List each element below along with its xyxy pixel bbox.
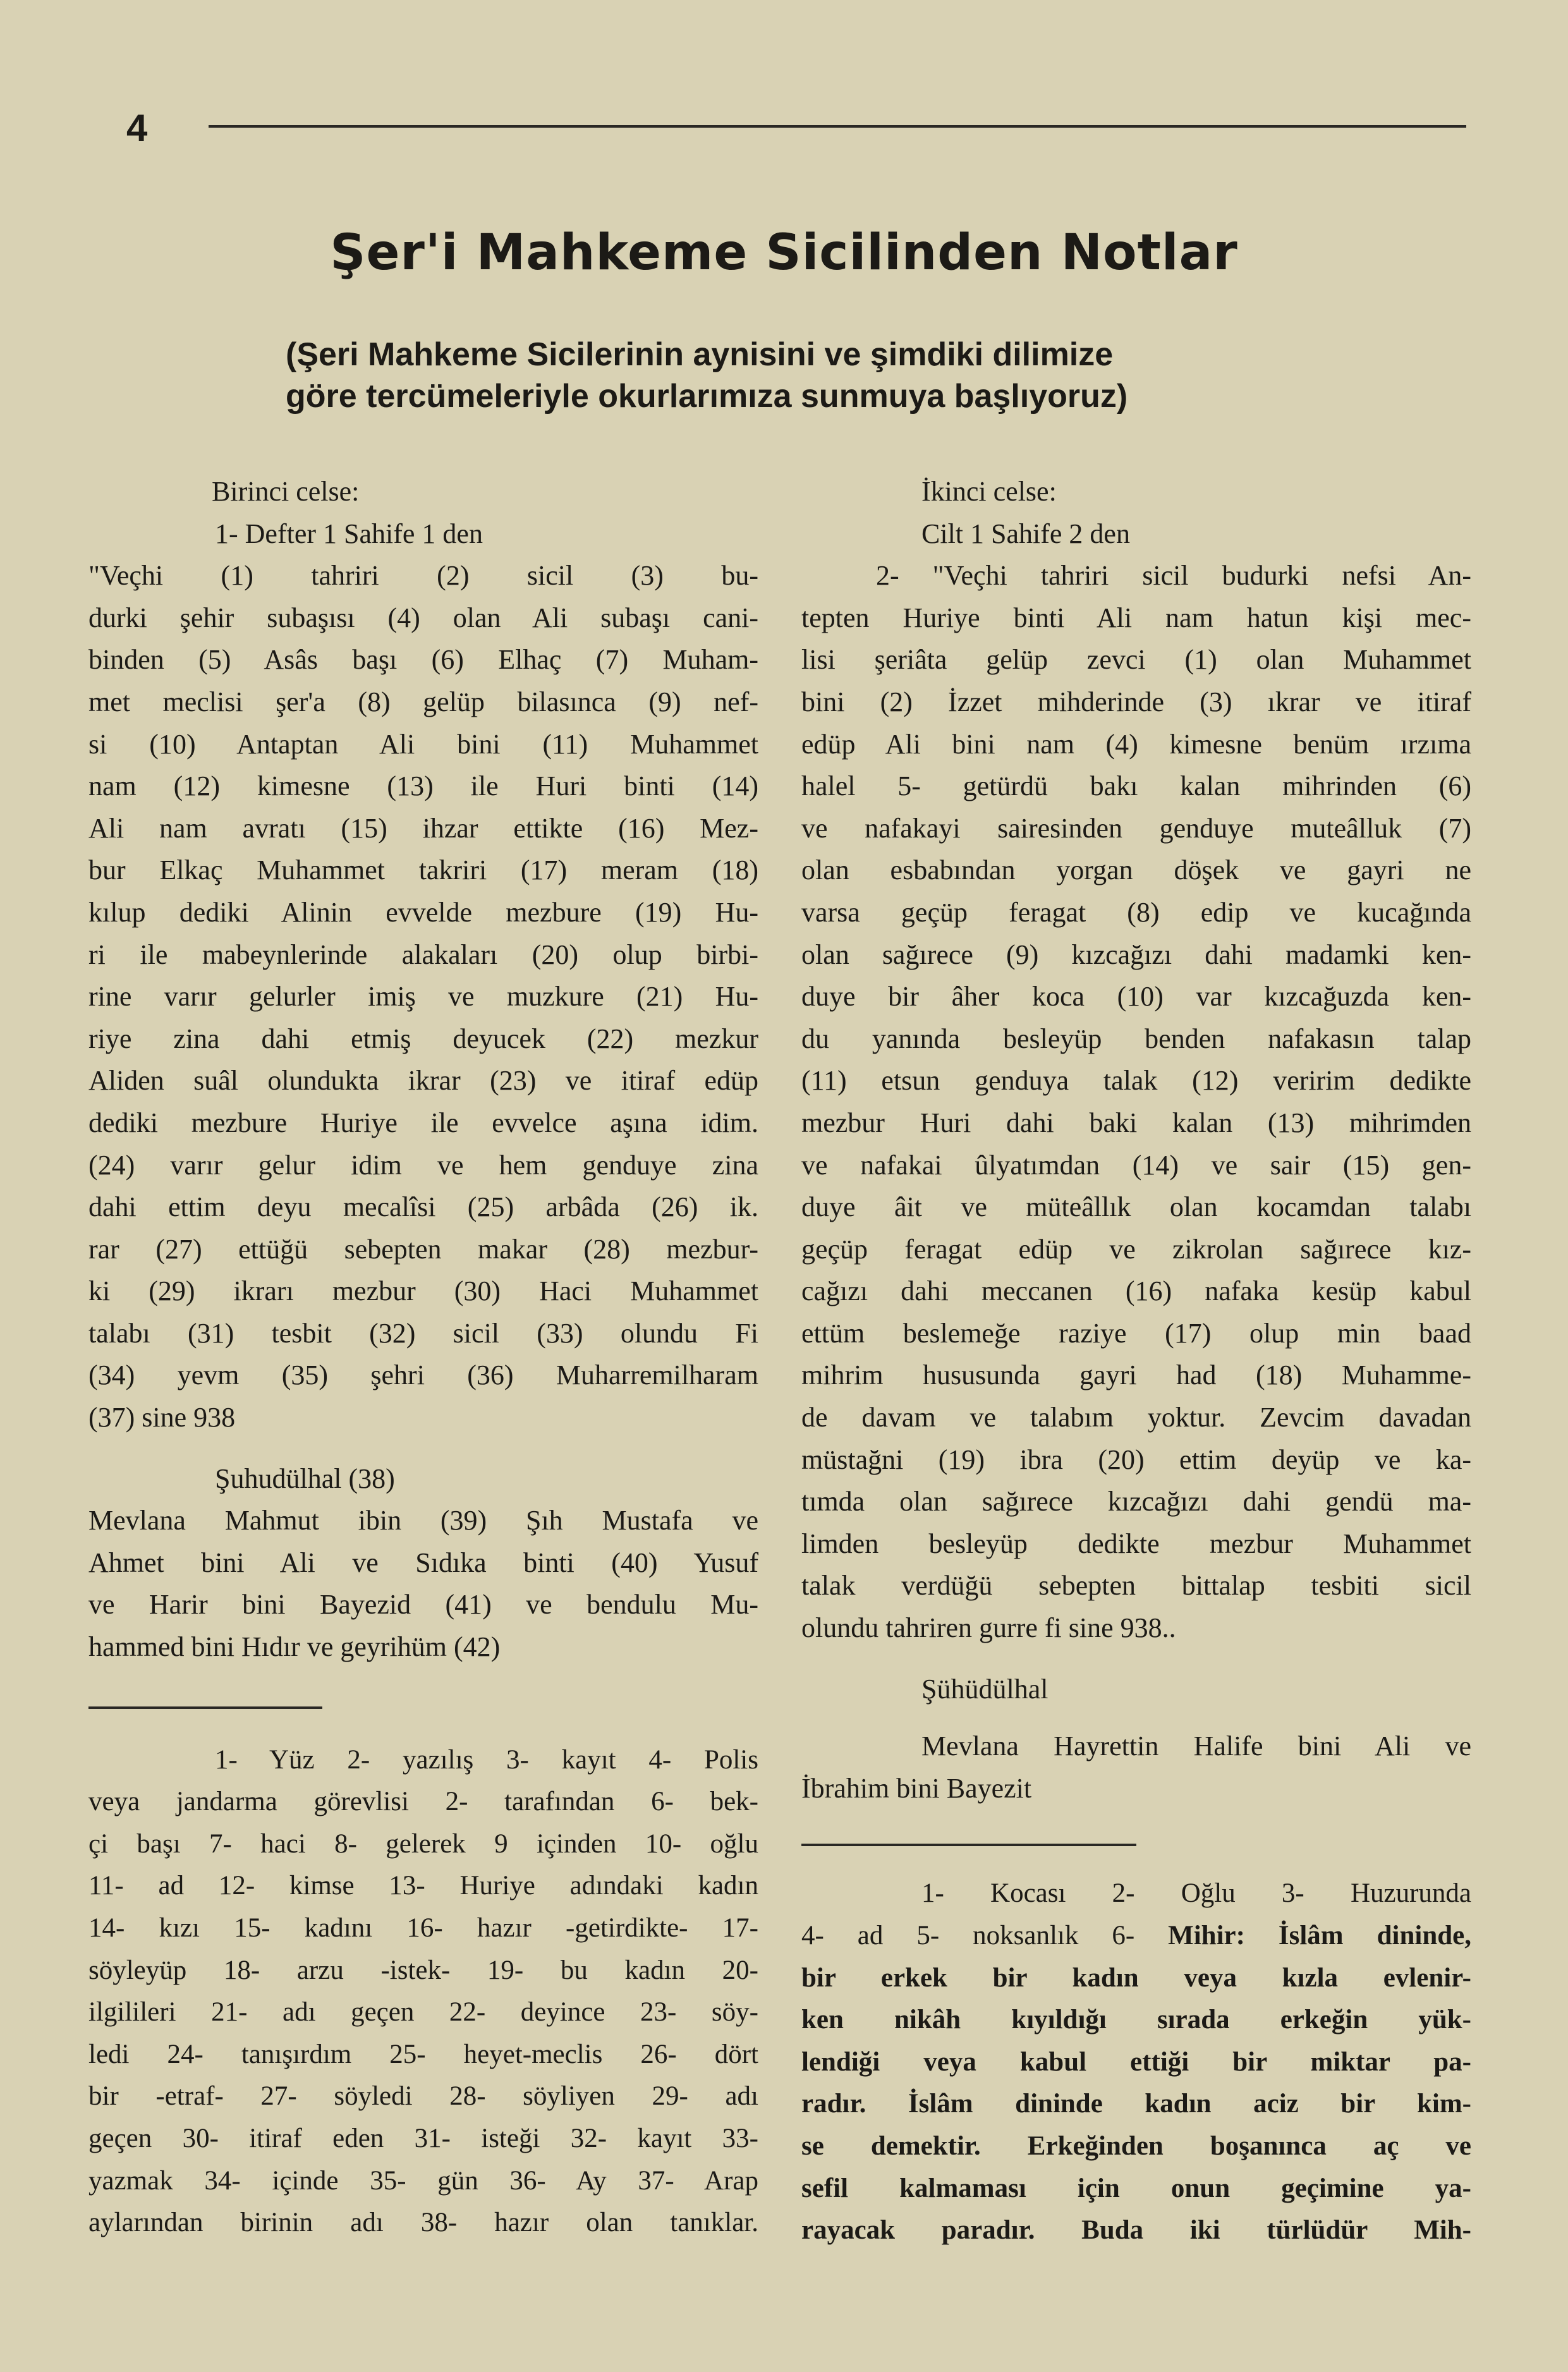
right-body-line: ve nafakai ûlyatımdan (14) ve sair (15) gen- bbox=[801, 1149, 1471, 1181]
right-footnote-line: rayacak paradır. Buda iki türlüdür Mih- bbox=[801, 2215, 1471, 2246]
left-footnote-first: 1- Yüz 2- yazılış 3- kayıt 4- Polis bbox=[215, 1744, 758, 1775]
right-body-line: olan esbabından yorgan döşek ve gayri ne bbox=[801, 855, 1471, 886]
right-body-line: geçüp feragat edüp ve zikrolan sağırece kız- bbox=[801, 1233, 1471, 1265]
right-body-line: tımda olan sağırece kızcağızı dahi gendü ma- bbox=[801, 1486, 1471, 1517]
right-body-line: ve nafakayi sairesinden genduye muteâlluk (7) bbox=[801, 812, 1471, 844]
right-body-line: limden besleyüp dedikte mezbur Muhammet bbox=[801, 1528, 1471, 1559]
left-witness-list bbox=[88, 1500, 758, 1626]
article-subtitle bbox=[286, 334, 1297, 417]
left-footnote-line: söyleyüp 18- arzu -istek- 19- bu kadın 20- bbox=[88, 1955, 758, 1985]
left-body-line: ki (29) ikrarı mezbur (30) Haci Muhammet bbox=[88, 1275, 758, 1307]
left-body-line: talabı (31) tesbit (32) sicil (33) olundu Fi bbox=[88, 1317, 758, 1349]
right-body-line: du yanında besleyüp benden nafakasın talap bbox=[801, 1023, 1471, 1054]
right-body-line: duye âit ve müteâllık olan kocamdan talabı bbox=[801, 1191, 1471, 1223]
left-body-line: "Veçhi (1) tahriri (2) sicil (3) bu- bbox=[88, 560, 758, 592]
left-footnotes bbox=[88, 1781, 758, 2244]
right-body-line: müstağni (19) ibra (20) ettim deyüp ve ka- bbox=[801, 1444, 1471, 1475]
left-witness-heading: Şuhudülhal (38) bbox=[215, 1463, 395, 1494]
right-footnotes-bold bbox=[801, 1957, 1471, 2252]
left-body-last-line: (37) sine 938 bbox=[88, 1402, 236, 1433]
right-body-line: olan sağırece (9) kızcağızı dahi madamki ken- bbox=[801, 939, 1471, 970]
right-body bbox=[801, 597, 1471, 1607]
right-body-line: duye bir âher koca (10) var kızcağuzda ken- bbox=[801, 981, 1471, 1013]
page-number: 4 bbox=[126, 107, 148, 149]
right-body-line: talak verdüğü sebepten bittalap tesbiti sicil bbox=[801, 1570, 1471, 1602]
left-body-line: riye zina dahi etmiş deyucek (22) mezkur bbox=[88, 1023, 758, 1054]
right-footnote-line: lendiği veya kabul ettiği bir miktar pa- bbox=[801, 2047, 1471, 2077]
left-witness-line: Mevlana Mahmut ibin (39) Şıh Mustafa ve bbox=[88, 1505, 758, 1536]
left-body-line: binden (5) Asâs başı (6) Elhaç (7) Muham- bbox=[88, 644, 758, 676]
right-footnote-line: sefil kalmaması için onun geçimine ya- bbox=[801, 2173, 1471, 2203]
right-source-line: Cilt 1 Sahife 2 den bbox=[921, 518, 1130, 549]
left-body-line: si (10) Antaptan Ali bini (11) Muhammet bbox=[88, 728, 758, 760]
left-body-line: met meclisi şer'a (8) gelüp bilasınca (9) nef- bbox=[88, 686, 758, 717]
right-body-line: de davam ve talabım yoktur. Zevcim davadan bbox=[801, 1402, 1471, 1433]
subtitle-line: göre tercümeleriyle okurlarımıza sunmuya başlıyoruz) bbox=[286, 378, 1128, 415]
left-body-line: dahi ettim deyu mecalîsi (25) arbâda (26) ik. bbox=[88, 1191, 758, 1223]
left-column bbox=[88, 471, 758, 2244]
left-source-line: 1- Defter 1 Sahife 1 den bbox=[215, 518, 483, 549]
right-column bbox=[801, 471, 1471, 2252]
right-body-line: varsa geçüp feragat (8) edip ve kucağında bbox=[801, 896, 1471, 928]
left-body-line: rar (27) ettüğü sebepten makar (28) mezbur- bbox=[88, 1233, 758, 1265]
left-footnote-line: ledi 24- tanışırdım 25- heyet-meclis 26- dört bbox=[88, 2039, 758, 2069]
article-title: Şer'i Mahkeme Sicilinden Notlar bbox=[330, 224, 1238, 281]
left-witness-line: ve Harir bini Bayezid (41) ve bendulu Mu- bbox=[88, 1589, 758, 1621]
left-body-line: Ali nam avratı (15) ihzar ettikte (16) Mez- bbox=[88, 812, 758, 844]
right-footnote-line: se demektir. Erkeğinden boşanınca aç ve bbox=[801, 2131, 1471, 2161]
right-footnote-mixed bbox=[801, 1915, 1471, 1957]
left-footnote-line: aylarından birinin adı 38- hazır olan tanıklar. bbox=[88, 2208, 758, 2238]
right-body-line: (11) etsun genduya talak (12) veririm dedikte bbox=[801, 1065, 1471, 1097]
right-body-line: mezbur Huri dahi baki kalan (13) mihrimden bbox=[801, 1107, 1471, 1138]
left-body-line: Aliden suâl olundukta ikrar (23) ve itiraf edüp bbox=[88, 1065, 758, 1097]
right-footnote-first: 1- Kocası 2- Oğlu 3- Huzurunda bbox=[921, 1878, 1471, 1909]
footnote-bold-part: Mihir: İslâm dininde, bbox=[1168, 1921, 1471, 1950]
right-body-line: lisi şeriâta gelüp zevci (1) olan Muhammet bbox=[801, 644, 1471, 676]
left-body bbox=[88, 555, 758, 1397]
right-witness-first-line: Mevlana Hayrettin Halife bini Ali ve bbox=[921, 1730, 1471, 1762]
left-body-line: (34) yevm (35) şehri (36) Muharremilharam bbox=[88, 1359, 758, 1391]
left-body-line: durki şehir subaşısı (4) olan Ali subaşı cani- bbox=[88, 602, 758, 633]
left-footnote-line: geçen 30- itiraf eden 31- isteği 32- kayıt 33- bbox=[88, 2123, 758, 2153]
right-body-line: halel 5- getürdü bakı kalan mihrinden (6) bbox=[801, 770, 1471, 802]
right-body-line: tepten Huriye binti Ali nam hatun kişi mec- bbox=[801, 602, 1471, 633]
right-body-line: cağızı dahi meccanen (16) nafaka kesüp kabul bbox=[801, 1275, 1471, 1307]
left-session-heading: Birinci celse: bbox=[212, 476, 360, 507]
left-body-line: ri ile mabeynlerinde alakaları (20) olup birbi- bbox=[88, 939, 758, 970]
left-footnote-line: 11- ad 12- kimse 13- Huriye adındaki kadın bbox=[88, 1871, 758, 1901]
right-body-first-line: 2- "Veçhi tahriri sicil budurki nefsi An- bbox=[876, 560, 1471, 592]
left-body-line: nam (12) kimesne (13) ile Huri binti (14) bbox=[88, 770, 758, 802]
header-rule bbox=[209, 125, 1466, 128]
right-footnote-line: ken nikâh kıyıldığı sırada erkeğin yük- bbox=[801, 2005, 1471, 2035]
right-body-line: edüp Ali bini nam (4) kimesne benüm ırzıma bbox=[801, 728, 1471, 760]
left-witness-last-line: hammed bini Hıdır ve geyrihüm (42) bbox=[88, 1631, 501, 1663]
left-footnote-line: bir -etraf- 27- söyledi 28- söyliyen 29- adı bbox=[88, 2081, 758, 2112]
right-body-last-line: olundu tahriren gurre fi sine 938.. bbox=[801, 1612, 1176, 1644]
left-body-line: dediki mezbure Huriye ile evvelce aşına idim. bbox=[88, 1107, 758, 1138]
subtitle-line: (Şeri Mahkeme Sicilerinin aynisini ve şimdiki dilimize bbox=[286, 336, 1114, 373]
right-witness-last-line: İbrahim bini Bayezit bbox=[801, 1772, 1032, 1804]
right-witness-heading: Şühüdülhal bbox=[921, 1673, 1048, 1705]
right-body-line: mihrim hususunda gayri had (18) Muhamme- bbox=[801, 1359, 1471, 1391]
footnote-plain-part: 4- ad 5- noksanlık 6- bbox=[801, 1921, 1169, 1950]
left-footnote-line: çi başı 7- haci 8- gelerek 9 içinden 10- oğlu bbox=[88, 1828, 758, 1859]
left-witness-line: Ahmet bini Ali ve Sıdıka binti (40) Yusuf bbox=[88, 1547, 758, 1578]
right-footnote-line: radır. İslâm dininde kadın aciz bir kim- bbox=[801, 2089, 1471, 2119]
left-footnote-line: yazmak 34- içinde 35- gün 36- Ay 37- Arap bbox=[88, 2165, 758, 2196]
left-body-line: kılup dediki Alinin evvelde mezbure (19) Hu- bbox=[88, 896, 758, 928]
right-body-line: bini (2) İzzet mihderinde (3) ıkrar ve itiraf bbox=[801, 686, 1471, 717]
left-footnote-line: 14- kızı 15- kadını 16- hazır -getirdikte- 17- bbox=[88, 1913, 758, 1943]
left-body-line: rine varır gelurler imiş ve muzkure (21) Hu- bbox=[88, 981, 758, 1013]
left-footnote-line: ilgilileri 21- adı geçen 22- deyince 23- söy- bbox=[88, 1997, 758, 2028]
left-body-line: bur Elkaç Muhammet takriri (17) meram (18) bbox=[88, 855, 758, 886]
right-session-heading: İkinci celse: bbox=[921, 476, 1057, 507]
left-footnote-line: veya jandarma görevlisi 2- tarafından 6- bek- bbox=[88, 1787, 758, 1817]
right-footnote-line: bir erkek bir kadın veya kızla evlenir- bbox=[801, 1962, 1471, 1993]
right-body-line: ettüm beslemeğe raziye (17) olup min baad bbox=[801, 1317, 1471, 1349]
left-body-line: (24) varır gelur idim ve hem genduye zina bbox=[88, 1149, 758, 1181]
